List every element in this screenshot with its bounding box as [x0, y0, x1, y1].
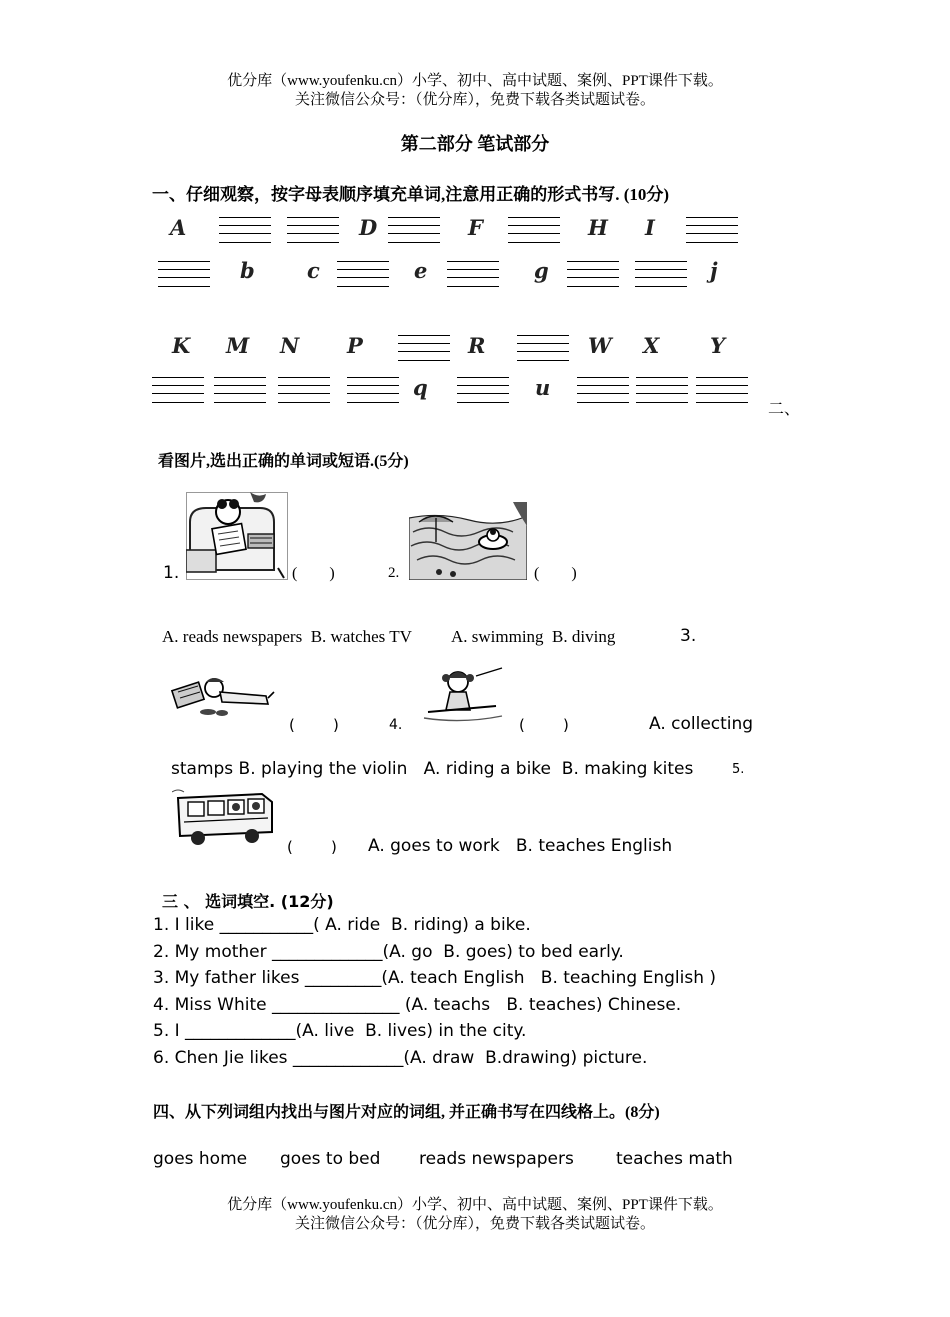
section3-heading: 三 、 选词填空. (12分)	[162, 892, 334, 911]
letter-u: u	[535, 375, 551, 400]
collecting-stamps-picture	[168, 668, 276, 718]
question-2-answer-paren[interactable]: ( )	[534, 565, 577, 582]
fill-in-item-1[interactable]: 1. I like ___________( A. ride B. riding) a bike.	[153, 915, 531, 935]
blank-G-lines[interactable]	[508, 217, 560, 243]
phrase-teaches-math: teaches math	[616, 1149, 733, 1169]
letter-H: H	[588, 215, 608, 240]
fill-in-item-3[interactable]: 3. My father likes _________(A. teach English B. teaching English )	[153, 968, 717, 988]
blank-y-lines[interactable]	[696, 377, 748, 403]
question-1-options: A. reads newspapers B. watches TV	[162, 627, 412, 646]
letter-D: D	[359, 215, 378, 240]
header-line-2: 关注微信公众号：（优分库），免费下载各类试题试卷。	[294, 92, 655, 108]
blank-B-lines[interactable]	[219, 217, 271, 243]
blank-Q-lines[interactable]	[398, 335, 450, 361]
blank-i-lines[interactable]	[635, 261, 687, 287]
question-1-number: 1.	[163, 563, 180, 583]
blank-x-lines[interactable]	[636, 377, 688, 403]
fill-in-item-5[interactable]: 5. I _____________(A. live B. lives) in the city.	[153, 1021, 527, 1041]
section2-number: 二、	[768, 401, 801, 418]
letter-F: F	[468, 215, 483, 240]
blank-d-lines[interactable]	[337, 261, 389, 287]
letter-X: X	[643, 333, 660, 358]
letter-q: q	[413, 375, 428, 400]
letter-P: P	[347, 333, 363, 358]
blank-w-lines[interactable]	[577, 377, 629, 403]
blank-C-lines[interactable]	[287, 217, 339, 243]
letter-N: N	[280, 333, 300, 358]
letter-A: A	[170, 215, 187, 240]
question-1-answer-paren[interactable]: ( )	[292, 565, 335, 582]
letter-c: c	[307, 258, 320, 283]
letter-e: e	[414, 258, 428, 283]
fill-in-item-6[interactable]: 6. Chen Jie likes _____________(A. draw B.drawing) picture.	[153, 1048, 648, 1068]
header-line-1: 优分库（www.youfenku.cn）小学、初中、高中试题、案例、PPT课件下载。	[227, 73, 723, 89]
question-3-4-options: stamps B. playing the violin A. riding a bike B. making kites	[171, 759, 694, 779]
phrase-reads-newspapers: reads newspapers	[419, 1149, 574, 1169]
blank-a-lines[interactable]	[158, 261, 210, 287]
question-2-number: 2.	[388, 565, 400, 581]
section4-heading: 四、从下列词组内找出与图片对应的词组, 并正确书写在四线格上。(8分)	[153, 1104, 660, 1121]
blank-m-lines[interactable]	[214, 377, 266, 403]
letter-R: R	[468, 333, 486, 358]
blank-f-lines[interactable]	[447, 261, 499, 287]
reading-newspaper-picture	[186, 492, 288, 580]
letter-j: j	[710, 258, 718, 283]
question-2-options: A. swimming B. diving	[451, 627, 616, 646]
fill-in-item-4[interactable]: 4. Miss White _______________ (A. teachs B. teaches) Chinese.	[153, 995, 682, 1015]
letter-K: K	[172, 333, 191, 358]
letter-b: b	[240, 258, 255, 283]
question-3-number: 3.	[680, 626, 697, 646]
question-3-answer-paren[interactable]: ( )	[289, 716, 339, 734]
letter-g: g	[534, 258, 549, 283]
blank-J-lines[interactable]	[686, 217, 738, 243]
footer-line-2: 关注微信公众号：（优分库），免费下载各类试题试卷。	[294, 1216, 655, 1232]
blank-k-lines[interactable]	[152, 377, 204, 403]
bus-picture	[172, 788, 280, 848]
blank-S-lines[interactable]	[517, 335, 569, 361]
footer-line-1: 优分库（www.youfenku.cn）小学、初中、高中试题、案例、PPT课件下载。	[227, 1197, 723, 1213]
playing-violin-picture	[418, 666, 506, 724]
letter-M: M	[226, 333, 250, 358]
phrase-goes-home: goes home	[153, 1149, 248, 1169]
blank-p-lines[interactable]	[347, 377, 399, 403]
blank-r-lines[interactable]	[457, 377, 509, 403]
section1-heading: 一、仔细观察，按字母表顺序填充单词,注意用正确的形式书写. (10分)	[152, 185, 670, 204]
question-4-number: 4.	[389, 717, 403, 733]
question-3-option-a: A. collecting	[649, 714, 754, 734]
page-title: 第二部分 笔试部分	[400, 134, 550, 154]
letter-W: W	[588, 333, 612, 358]
blank-n-lines[interactable]	[278, 377, 330, 403]
question-5-number: 5.	[732, 762, 745, 777]
question-4-answer-paren[interactable]: ( )	[519, 716, 569, 734]
blank-E-lines[interactable]	[388, 217, 440, 243]
section2-heading: 看图片,选出正确的单词或短语.(5分)	[158, 453, 409, 470]
swimming-picture	[409, 502, 527, 580]
question-5-options: A. goes to work B. teaches English	[368, 836, 673, 856]
phrase-goes-to-bed: goes to bed	[280, 1149, 381, 1169]
question-5-answer-paren[interactable]: ( )	[287, 838, 337, 856]
letter-I: I	[645, 215, 655, 240]
blank-h-lines[interactable]	[567, 261, 619, 287]
letter-Y: Y	[710, 333, 725, 358]
fill-in-item-2[interactable]: 2. My mother _____________(A. go B. goes) to bed early.	[153, 942, 624, 962]
